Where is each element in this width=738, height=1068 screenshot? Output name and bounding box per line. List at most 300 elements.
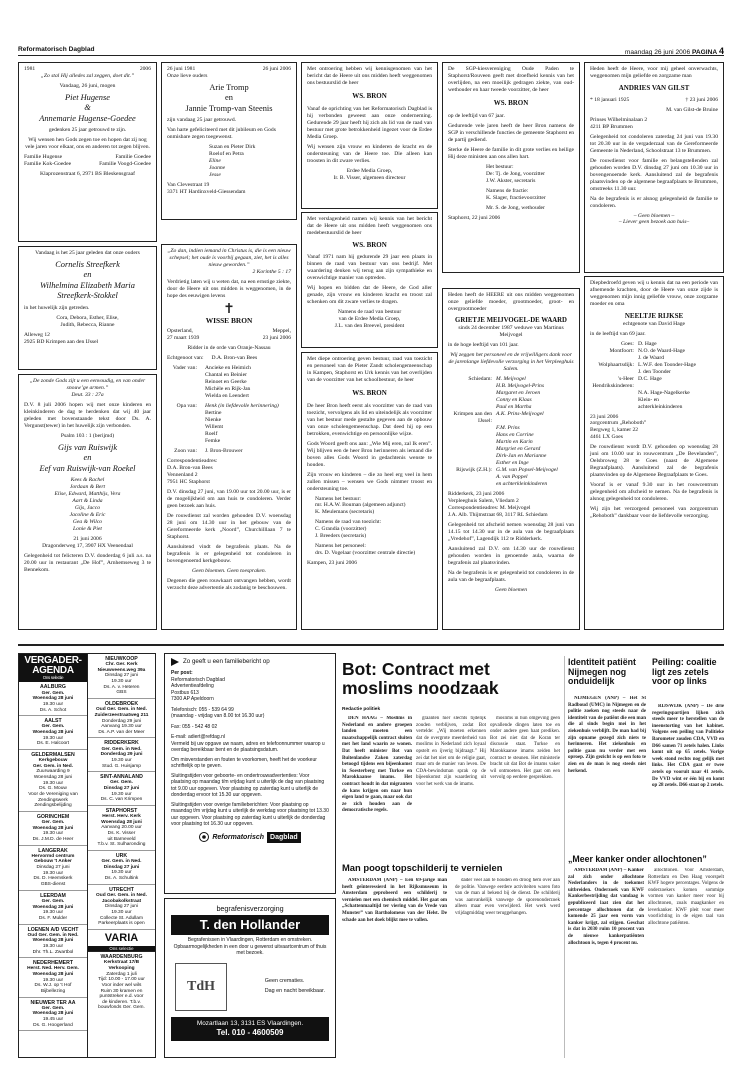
family-member: Margriet en Gerard <box>496 446 541 453</box>
varia-line: Kerkstraat 17/B <box>103 960 140 966</box>
signature-name: C. Grandia (voorzitter) <box>315 526 367 533</box>
ad-year-left: 1981 <box>24 66 36 72</box>
agenda-line: Woensdag 28 juni <box>32 972 74 978</box>
family-place <box>448 453 492 460</box>
agenda-line: Ds. A. Schultink <box>104 876 139 882</box>
family-list <box>448 376 574 488</box>
article-headline: Bot: Contract met moslims noodzaak <box>342 659 499 699</box>
family-member: D. Hage <box>638 340 657 347</box>
agenda-line: Dinsdag 27 juni <box>103 786 140 791</box>
agenda-place: RIDDERKERK <box>104 740 139 747</box>
company-name: T. den Hollander <box>171 915 329 935</box>
child-name: Jordaan & Bert <box>69 484 106 491</box>
ad-text: Wij wensen hen Gods zegen toe en hopen dat zij nog vele jaren voor elkaar, ons en anderen tot zegen blijven. <box>25 137 150 151</box>
family-member: Esther en Inge <box>496 460 529 467</box>
anniversary-ad-ruiswijk <box>18 374 157 630</box>
agenda-line: Oud Ger. Gem. in Ned. <box>27 932 79 938</box>
agenda-line: Dhr. Th.L. Zwartbol <box>32 949 74 955</box>
varia-list <box>88 952 155 1013</box>
family-row <box>590 355 718 362</box>
psalm-reference: Psalm 103 : 1 (berijmd) <box>60 432 115 439</box>
ad-date: 21 juni 2006 <box>73 536 102 543</box>
company-logo <box>175 963 227 1011</box>
widow-name: M. van Gilst-de Bruine <box>666 106 718 113</box>
family-place <box>448 425 492 432</box>
verse-1: – Geen bloemen – <box>633 212 675 219</box>
agenda-subtitle: Ons selectie <box>42 675 64 680</box>
corr-line: Correspondentieadres: M. Meijvogel <box>448 505 531 512</box>
agenda-line: Zuurwaarding 9 <box>36 769 70 775</box>
ad-address-1: Van Clevestraat 19 <box>167 182 210 189</box>
birth-place: Opsterland, <box>167 328 193 335</box>
place-date: Ridderkerk, 23 juni 2006 <box>448 491 505 498</box>
agenda-place: UTRECHT <box>109 886 134 893</box>
agenda-line: T.b.v. St. Sulharonding <box>97 842 146 848</box>
corr-label: Correspondentieadres: <box>167 457 218 464</box>
varia-subtitle: Ons selectie <box>88 946 155 952</box>
article-text: DEN HAAG – Moslims in Nederland en andere groepen landen moeten een maatschappelijk contract sluiten met het land waarin ze wonen. Dat heeft minister Bot van Buitenlandse Zaken zaterdag betoogd tijdens een bijeenkomst in Soesterberg met Turkse en Marokkaanse imams. Het contract houdt in dat migranten de kans krijgen om naar hun eigen land te gaan, maar ook dat ze zich houden aan de democratische regels. <box>342 716 412 814</box>
couple-name-1: Piet Hugense <box>65 92 110 102</box>
family-place <box>590 390 634 397</box>
ad-date-right: 26 juni 2006 <box>262 66 291 72</box>
agenda-place: AALBURG <box>40 684 66 691</box>
fraction-label: Namens de fractie: <box>486 187 529 194</box>
agenda-line: Ger. Gem. in Ned. <box>101 746 142 752</box>
family-place <box>590 355 634 362</box>
ad-address: Klaprozenstraat 6, 2971 BS Bleskensgraaf <box>40 171 135 178</box>
ad-year-right: 2006 <box>139 66 151 72</box>
article-text: AMSTERDAM (ANP) – Een 69-jarige man heeft geïnteressierd in het Rijksmuseum in Amsterdam geprobeerd een schilderij te vernielen met een chemisch middel. Het gaat om „Schattenmaaltijd ter viering van de Vrede van Munster” van Bartholomeus van der Helst. De schade aan het doek blijkt mee te vallen. <box>342 878 447 923</box>
family-place <box>448 397 492 404</box>
child-name: Reinoet en Geerke <box>205 379 247 386</box>
couple-name-2: Annemarie Hugense-Goedee <box>39 113 136 123</box>
family-1: Familie Hugense <box>24 154 63 161</box>
company-address-box <box>171 1017 329 1041</box>
vergader-agenda-2 <box>88 653 156 1058</box>
article-column <box>568 696 646 844</box>
agenda-line: Oud Ger. Gem. in Ned. <box>96 707 147 713</box>
corr-line: J.A. Alb. Thijmstraat 68, 3117 RL Schiedam <box>448 512 548 519</box>
agenda-line: Ds. G. Hoogerland <box>33 1022 73 1028</box>
ad-text-4: Na de begrafenis is er gelegenheid tot condoleren in de aula van de begraafplaats. <box>448 569 574 583</box>
ad-address: Dragonderweg 17, 3907 HX Veenendaal <box>42 543 133 550</box>
varia-line: Zaterdag 1 juli <box>106 971 137 977</box>
grandpa-label: Opa van: <box>176 403 197 409</box>
agenda-line: Dinsdag 27 juni <box>103 864 140 870</box>
agenda-line: Ds. J.M.D. de Heer <box>32 837 74 843</box>
agenda-line: Ger. Gem. <box>41 898 65 904</box>
family-row <box>590 369 718 376</box>
ad-quote: „De zonde Gods zijt u een eenvoudig, en van onder snouw’ge armen.” <box>29 378 146 391</box>
agenda-item <box>88 851 155 885</box>
family-member: Conny en Klaas <box>496 397 532 404</box>
varia-title <box>88 930 155 952</box>
family-member: J. den Toonder <box>638 368 671 375</box>
agenda-item <box>19 716 87 750</box>
agenda-line: Chr. Ger. Kerk <box>105 662 138 668</box>
children-2: Judith, Rebecca, Rianne <box>60 321 115 328</box>
signature-3: J.L. van den Breevel, president <box>334 322 405 329</box>
spouse-line: echtgenote van David Hage <box>623 320 685 327</box>
quote-reference: 2 Korinthe 5 : 17 <box>252 268 291 275</box>
couple-name-2: Jannie Tromp-van Steenis <box>185 103 273 113</box>
ad-text: Heden heeft de Heere, voor mij geheel onverwachts, weggenomen mijn geliefde en zorgzame man <box>590 66 718 79</box>
contact-line: E-mail: adiert@refdag.nl <box>171 734 225 741</box>
article-column <box>455 878 560 1058</box>
contact-line: Postbus 613 <box>171 689 199 696</box>
agenda-line: 19.30 uur <box>42 870 64 876</box>
varia-line: Ruim 30 kramen en <box>100 988 143 994</box>
family-row <box>448 390 574 397</box>
family-row <box>448 383 574 390</box>
family-member: F.M. Prins <box>496 425 520 432</box>
ad-text-2: Gedurende vele jaren heeft de heer Bron namens de SGP in verschillende functies de gemeente Staphorst en de partij gediend. <box>448 122 574 143</box>
page-header <box>18 46 724 56</box>
child-name: Roelof en Petra <box>209 151 244 158</box>
info-title <box>171 658 329 666</box>
company-phone: Tel. 010 - 4600509 <box>216 1027 284 1037</box>
family-place <box>448 383 492 390</box>
ad-text: Verdrietig laten wij u weten dat, na een ernstige ziekte, door de Heere uit ons midden is weggenomen, in de hope des eeuwigen levens <box>167 278 291 299</box>
place-date: Staphorst, 22 juni 2006 <box>448 214 501 221</box>
family-row <box>448 425 574 432</box>
agenda-line: Ds. A. v. Heteren <box>103 684 140 690</box>
agenda-place: SINT-ANNALAND <box>100 774 143 781</box>
family-row <box>448 411 574 425</box>
family-place <box>448 474 492 481</box>
obituary-erdee-board <box>301 62 438 209</box>
ad-address-2: 2925 BD Krimpen aan den IJssel <box>24 338 99 345</box>
agenda-line: Donderdag 29 juni <box>100 752 143 758</box>
agenda-line: 19.30 uur <box>111 909 132 915</box>
agenda-place: GORINCHEM <box>36 813 70 820</box>
article-headline: Peiling: coalitie ligt zes zetels voor op links <box>652 657 717 687</box>
family-row <box>448 474 574 481</box>
newspaper-logo <box>171 832 329 843</box>
deceased-name: ANDRIES VAN GILST <box>618 83 690 92</box>
agenda-line: 19.45 uur <box>42 1017 64 1023</box>
info-title-text: Zo geeft u een familiebericht op <box>183 658 270 665</box>
quote-reference: Deut. 33 : 27a <box>71 391 104 398</box>
corr-line: D.A. Bron-van Bees <box>167 464 213 471</box>
family-place <box>448 446 492 453</box>
agenda-line: 19.30 uur <box>42 701 64 707</box>
info-paragraph: Sluitingstijden voor overige familieberichten: Voor plaatsing op maandag t/m vrijdag kunt u uiterlijk de werkdag voor plaatsing tot 13.30 uur opgeven. Voor plaatsing op zaterdag kunt u uiterlijk de donderdag voor plaatsing tot 16.30 uur opgeven. <box>171 801 329 828</box>
ad-text-4: Wij zijn het verzorgend personeel van zorgcentrum „Rehoboth” dankbaar voor de liefdevolle verzorging. <box>590 506 718 520</box>
signature-label: Namens het personeel: <box>315 543 366 550</box>
agenda-line: Donderdag 29 juni <box>101 718 142 724</box>
varia-line: bouwfonds Ger. Gem. <box>98 1005 145 1011</box>
agenda-line: Ds. K. Visser <box>107 831 136 837</box>
agenda-item <box>19 846 87 891</box>
varia-place: WAARDENBURG <box>100 954 143 961</box>
article-column <box>416 716 486 851</box>
widow-line: sinds 24 december 1987 weduwe van Martinus Meijvogel <box>458 325 564 339</box>
ad-text: D.V. 8 juli 2006 hopen wij met onze kinderen en kleinkinderen de dag te herdenken dat wij 40 jaar geleden met bovenstaande tekst door Ds. A. Vergunst(tewer) in het huwelijk zijn verbonden. <box>24 401 151 429</box>
agenda-place: NIEUWER TER AA <box>30 999 76 1006</box>
family-place <box>448 432 492 439</box>
board-member: J.W. Akster, secretaris <box>486 177 536 184</box>
family-row <box>448 481 574 488</box>
agenda-line: Woensdag 28 juni <box>32 729 74 735</box>
child-name: Jacoline & Eric <box>69 512 106 519</box>
agenda-line: Ger. Gem. <box>41 690 65 696</box>
den-hollander-ad <box>164 898 336 1058</box>
ampersand: & <box>84 103 91 113</box>
family-place: Krimpen aan den IJssel: <box>453 411 492 425</box>
obituary-sgp <box>442 62 580 273</box>
child-name: Gea & Wilco <box>72 519 103 526</box>
agenda-title-box <box>19 654 87 682</box>
agenda-line: Ds. E. Halcoort <box>36 741 70 747</box>
family-member: M. Meijvogel <box>496 376 526 383</box>
family-member: Dirk-Jan en Marianne <box>496 453 547 460</box>
agenda-line: 19.30 uur <box>111 757 132 763</box>
ad-text-2: Vanaf de oprichting van het Reformatorisch Dagblad is hij verbonden geweest aan onze onderneming. Gedurende 29 jaar heeft hij zich als lid van de raad van bestuur met grote betrokkenheid ingezet voor de Erdee Media Groep. <box>307 105 432 140</box>
child-name: Kees & Rachel <box>70 477 105 484</box>
board-label: Het bestuur: <box>486 163 514 170</box>
agenda-line: Ds. F. Mulder <box>38 915 68 921</box>
agenda-item <box>88 806 155 851</box>
honour: Ridder in de orde van Oranje-Nassau <box>187 345 271 352</box>
article-byline: Redactie politiek <box>342 707 381 712</box>
company-address: Mozartlaan 13, 3131 ES Vlaardingen. <box>196 1019 304 1027</box>
death-date: 23 juni 2006 <box>262 335 291 342</box>
ad-text-2: D.V. dinsdag 27 juni, van 19.00 uur tot 20.00 uur, is er de mogelijkheid om aan huis te condoleren. Verder geen bezoek aan huis. <box>167 488 291 509</box>
article-column <box>342 716 412 851</box>
agenda-line: 19.30 uur <box>42 780 64 786</box>
conjunction: en <box>83 453 92 463</box>
couple-name-2: Eef van Ruiswijk-van Roekel <box>39 463 136 473</box>
family-row <box>590 341 718 348</box>
agenda-line: Kerkgebouw <box>38 758 68 764</box>
agenda-line: 19.30 uur <box>42 735 64 741</box>
agenda-item <box>88 885 155 930</box>
ad-occasion: in het huwelijk zijn getreden. <box>24 304 90 311</box>
fraction-member: K. Slager, fractievoorzitter <box>486 194 546 201</box>
family-place <box>590 404 634 411</box>
signature-name: J. Breeders (secretaris) <box>315 533 367 540</box>
contact-line: Per post: <box>171 670 193 677</box>
agenda-line: Jacobakolkstraat <box>101 898 142 904</box>
ad-date-line: Vandaag, 26 juni, mogen <box>59 82 116 89</box>
agenda-place: LEERDAM <box>40 892 66 899</box>
agenda-line: Ger. Gem. in Ned. <box>33 763 73 769</box>
family-place <box>448 404 492 411</box>
article-headline: Man poogt topschilderij te vernielen <box>342 862 503 873</box>
agenda-line: Ger. Gem. in Ned. <box>101 859 142 865</box>
death-date: † 23 juni 2006 <box>685 96 718 103</box>
family-row <box>448 467 574 474</box>
family-row <box>448 397 574 404</box>
deceased-name: WS. BRON <box>352 388 387 397</box>
agenda-line: Aanvang 20.00 uur <box>101 825 142 831</box>
ad-category: begrafenisverzorging <box>216 904 284 913</box>
agenda-line: Woensdag 28 juni <box>101 819 142 825</box>
ad-text-3: Gods Woord geeft ons aan: „Wie Mij eren, zal Ik eren”. Wij blijven een de heer Bron herinneren als iemand die boven alles Gods Woord in gedachtenis wenste te houden. <box>307 440 432 468</box>
child-name: Ancieke en Heimich <box>205 365 251 372</box>
varia-line: Verkooping <box>108 965 135 971</box>
family-4: Familie Voogd-Goedee <box>99 161 151 168</box>
ad-text: Heden heeft de HEERE uit ons midden weggenomen onze geliefde moeder, grootmoeder, groot- en overgrootmoeder <box>448 292 574 312</box>
agenda-line: Aanvang 19.30 uur <box>101 724 142 730</box>
agenda-item <box>88 772 155 806</box>
ad-age: op de leeftijd van 67 jaar. <box>448 112 505 119</box>
ad-address-1: Alleweg 12 <box>24 331 50 338</box>
agenda-line: Ds. D. Heemskerk <box>33 876 73 882</box>
couple-name-1: Gijs van Ruiswijk <box>57 442 118 452</box>
agenda-item <box>19 891 87 925</box>
agenda-line: Woensdag 28 juni <box>33 775 73 780</box>
cross-icon <box>225 303 233 313</box>
place-date: Kampen, 23 juni 2006 <box>307 560 358 567</box>
logo-mark-icon <box>199 832 209 842</box>
contact-line: 7300 AP Apeldoorn <box>171 696 214 703</box>
obituary-wisse-bron <box>161 244 297 630</box>
child-name: Jesse <box>209 172 221 179</box>
family-place <box>590 397 634 404</box>
family-member: L.W.F. den Toonder-Hage <box>638 361 696 368</box>
agenda-title-2: AGENDA <box>32 665 74 676</box>
thanks-quote: Wij zeggen het personeel en de vrijwilligers dank voor de jarenlange liefdevolle verzorging in het Verpleeghuis Salem. <box>448 352 574 373</box>
agenda-place: GELDERMALSEN <box>31 751 75 758</box>
family-row <box>448 376 574 383</box>
signature-2: van de Erdee Media Groep, <box>338 315 401 322</box>
ad-date: 23 juni 2006 <box>590 413 619 420</box>
ad-text-2: De heer Bron heeft eerst als voorzitter van de raad van toezicht, vervolgens als lid en uiteindelijk als voorzitter van het bestuur mede gestalte gegeven aan de opbouw van onze scholengemeenschap. Dat deed hij op een betrokken, evenwichtige en persoonlijke wijze. <box>307 402 432 437</box>
family-member: G.M. van Popsel-Meijvogel <box>496 467 558 474</box>
family-place: Schiedam: <box>468 376 492 383</box>
agenda-line: uit Barneveld <box>107 836 136 842</box>
spouse-label: Echtgenoot van: <box>167 355 204 362</box>
agenda-line: Gebouw 't Anker <box>34 859 72 865</box>
agenda-line: Ds. C. van Krimpen <box>100 797 143 803</box>
info-paragraph: Om misverstanden en fouten te voorkomen, heeft het de voorkeur schriftelijk op te geven. <box>171 756 317 770</box>
agenda-item <box>19 925 87 959</box>
agenda-line: Voor de Vereniging van <box>28 791 78 797</box>
ad-text-3: Wij wensen zijn vrouw en kinderen de kracht en de ondersteuning van de Heere toe. Die alleen kan troosten in dit zware verlies. <box>307 143 432 164</box>
obituary-erdee-raad <box>301 212 438 348</box>
signature-name: mr. H.A.W. Bouman (algemeen adjunct) <box>315 502 406 509</box>
ad-text-3: De rouwdienst voor familie en belangstellenden zal gehouden worden D.V. dinsdag 27 juni om 10.30 uur in bovengenoemde kerk. Aansluitend zal de begrafenis plaatsvinden op de algemene begraafplaats te Brummen, omstreeks 11.30 uur. <box>590 157 718 192</box>
page-date: maandag 26 juni 2006 <box>624 49 691 56</box>
ad-text: Met ontroering hebben wij kennisgenomen van het bericht dat de Heere uit ons midden heeft weggenomen ons bestuurslid de heer <box>307 66 432 86</box>
contact-lines <box>171 670 329 741</box>
ad-text: Met diepe ontroering geven bestuur, raad van toezicht en personeel van de Pieter Zandt scholengemeenschap in Kampen, Staphorst en Urk kennis van het overlijden van de voorzitter van het schoolbestuur, de heer <box>307 356 432 383</box>
column-rule <box>564 656 565 1058</box>
agenda-line: Bijbellezing <box>40 989 66 994</box>
varia-line: puntstreker e.d. voor <box>99 994 144 1000</box>
agenda-line: Ds. A. Schot <box>39 707 67 713</box>
obituary-van-gilst <box>584 62 724 273</box>
ad-occasion: gedenken 25 jaar getrouwd te zijn. <box>48 127 127 134</box>
ad-text-2: Vanaf 1971 nam hij gedurende 29 jaar een plaats in binnen de raad van bestuur van ons bedrijf. Met waardering denken wij terug aan zijn sympathieke en ovenwichtige manier van optreden. <box>307 253 432 281</box>
ad-text-2: Gelegenheid tot felicteren D.V. donderdag 6 juli a.s. na 20.00 uur in restaurant „De Hof”, Arnhemseweg 3 te Bennekom. <box>24 553 151 574</box>
agenda-place: NEDERHEMERT <box>32 960 74 967</box>
family-member: en achterkleinkinderen <box>496 481 548 488</box>
birth-date: * 18 januari 1925 <box>590 96 630 103</box>
article-text: AMSTERDAM (ANP) – Kanker zal zich onder allochtone Nederlanders in de toekomst uitbreiden. Onderzoek van KWF Kankerbestrijding dat vandaag is gepubliceerd laat zien dat het percentage allochtonen dat de komende 25 jaar een vorm van kanker krijgt, zal stijgen. Geschat is dat in 2030 ruim 10 procent van de nieuwe kankerpatiënten allochtoon is, tegen 4 procent nu. <box>568 868 644 946</box>
ad-address-1: Prinses Wilhelminalaan 2 <box>590 116 648 123</box>
family-place <box>448 390 492 397</box>
child-name: Aart & Linda <box>72 498 103 505</box>
agenda-line: Nieuwveens.weg 39a <box>97 667 146 673</box>
ad-date-left: 26 juni 1981 <box>167 66 196 72</box>
info-arrow-icon <box>171 658 179 666</box>
agenda-line: Hervormd centrum <box>31 853 75 859</box>
ad-age: in de hoge leeftijd van 101 jaar. <box>448 342 519 349</box>
agenda-line: Zuiderzeestraatweg 211 <box>94 712 149 718</box>
ad-text-2: De rouwdienst wordt D.V. gehouden op woensdag 28 juni om 10.00 uur in rouwcentrum „De Bevelanden”, Oelsbroweg 28 te Goes (naast de Algemene Begraafplaats). Aansluitend zal de begrafenis plaatsvinden op de Algemene Begraafplaats te Goes. <box>590 444 718 479</box>
anniversary-ad-tromp <box>161 62 297 220</box>
agenda-line: Woensdag 28 juni <box>32 1011 74 1017</box>
agenda-line: Zendingsbelijding <box>34 803 72 809</box>
article-text: graanten hier slechts tijdelijk zouden verblijven, zodat Bot vertelde: „Wij moeten erkennen dat de overgrote meerderheid van moslims in Nederland zich loyaal opstelt en ijverig bijdraagt.” Hij zei dat het niet om de religie gaat, maar om de manier van leven. De CDA-bewindsman sprak op de bijeenkomst zijn waardering uit voor het werk van de imams. <box>416 716 486 787</box>
ad-text-3: Sterke de Heere de familie in dit grote verlies en heilige Hij deze ministen aan ons allen hart. <box>448 146 574 160</box>
family-member: Margaret en Jeroen <box>496 390 541 397</box>
obituary-rijkse <box>584 276 724 630</box>
agenda-place: OLDEBROEK <box>104 701 139 708</box>
ampersand: en <box>225 93 233 103</box>
ad-text-4: Na de begrafenis is er alsnog gelegenheid de familie te condoleren. <box>590 195 718 209</box>
family-row <box>448 439 574 446</box>
family-place <box>590 369 634 376</box>
family-place <box>448 439 492 446</box>
agenda-item <box>88 738 155 772</box>
conjunction: en <box>83 270 92 280</box>
family-member: achterkleinkinderen <box>638 403 683 410</box>
family-member: Paul en Martha <box>496 404 532 411</box>
agenda-place: LANGERAK <box>38 847 68 854</box>
child-name: Lonie & Piet <box>73 526 102 533</box>
grandchild-name: Femke <box>205 437 221 444</box>
child-name: Joanne <box>209 165 226 172</box>
family-member: H.B. Meijvogel-Prins <box>496 383 545 390</box>
family-member: Hans en Corrine <box>496 432 534 439</box>
ad-intro: Onze lieve ouders <box>167 72 208 79</box>
ad-address-2: Bergweg 1, kamer 22 <box>590 427 639 434</box>
signature-1: Namens de raad van bestuur <box>337 308 402 315</box>
agenda-line: 19.30 uur <box>111 679 132 685</box>
varia-item <box>88 952 155 1013</box>
article-text: dader veel aan te houden en droog hem over aan de politie. Vanwege eerdere activiteiten waren foto van de man al bekend bij de dienst. De schilderij was aanvankelijk vanwege de sporenonderzoek alleen maar even verwijderd. Het werk werd vrijdagmiddag weer teruggehangen. <box>455 878 560 916</box>
agenda-line: Ger. Gem. <box>110 780 133 786</box>
grandchild-name: Bertine <box>205 409 222 416</box>
agenda-place: NIEUWKOOP <box>105 656 138 662</box>
agenda-line: Parkeerplaats is open <box>98 921 145 927</box>
article-headline: Identiteit patiënt Nijmegen nog onduidelijk <box>568 657 636 687</box>
agenda-line: Ds. W.J. op 't Hof <box>34 983 72 989</box>
ad-text: De SGP-kiesvereniging Oude Paden te Staphorst/Rouveen geeft met droefheid kennis van het overlijden, na een moeilijk gedragen ziekte, van oud-wethouder en haar tweede voorzitter, de heer <box>448 66 574 93</box>
family-row <box>590 348 718 355</box>
agenda-line: Ger. Gem. <box>41 724 65 730</box>
deceased-name: WS. BRON <box>493 98 529 107</box>
ad-text-3: De rouwdienst zal worden gehouden D.V. woensdag 28 juni om 14.30 uur in het gebouw van de Gereformeerde kerk „Noord”, Churchilllaan 7 te Staphorst. <box>167 512 291 540</box>
agenda-line: Collecte St. Adullam <box>100 915 143 921</box>
article-column <box>652 704 724 849</box>
agenda-line: Herst. Herv. Kerk <box>102 814 141 820</box>
family-member: Martin en Karin <box>496 439 533 446</box>
agenda-item <box>19 682 87 716</box>
agenda-line: Ger. Gem. <box>41 820 65 826</box>
parent-name: J. Bron-Brouwer <box>205 447 243 454</box>
agenda-line: 19.30 uur <box>111 870 132 876</box>
signature-1: Erdee Media Groep, <box>346 167 393 174</box>
ad-quote: „Zo dan, indien iemand in Christus is, die is een nieuw schepsel; het oude is voorbij gegaan, ziet, het is alles nieuw geworden.” <box>167 248 291 268</box>
children-1: Cora, Debora, Esther, Elise, <box>56 314 119 321</box>
family-place: Rijswijk (Z.H.): <box>456 467 492 474</box>
agenda-line: Woensdag 28 juni <box>32 825 74 831</box>
